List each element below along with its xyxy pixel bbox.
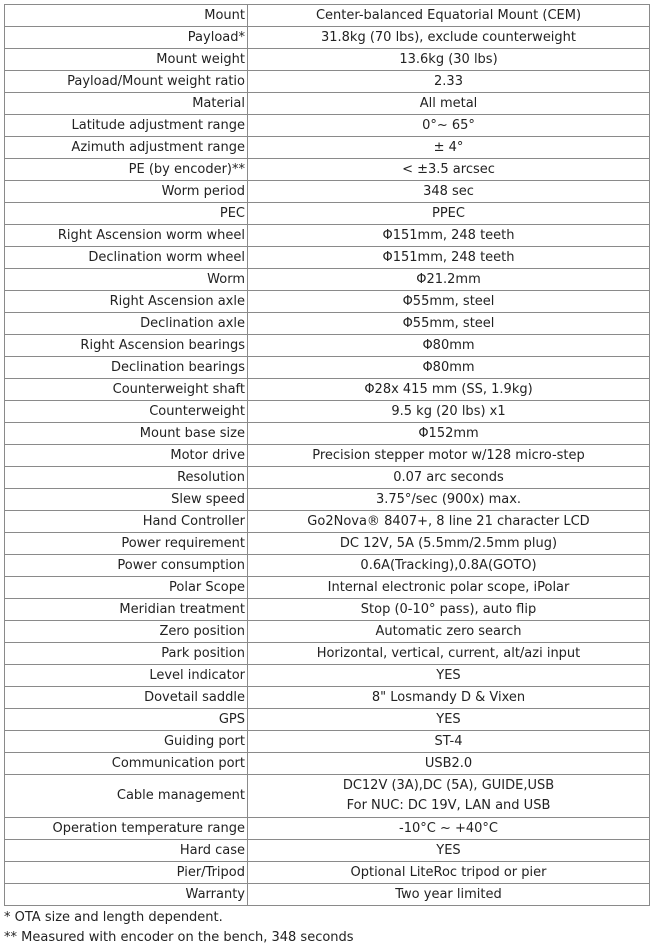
- spec-label: Worm period: [5, 181, 248, 203]
- spec-value: Φ152mm: [248, 423, 650, 445]
- spec-label: Zero position: [5, 621, 248, 643]
- spec-value: Φ151mm, 248 teeth: [248, 225, 650, 247]
- spec-value: Φ28x 415 mm (SS, 1.9kg): [248, 379, 650, 401]
- spec-row: [5, 775, 650, 818]
- spec-value: YES: [248, 665, 650, 687]
- spec-label: Resolution: [5, 467, 248, 489]
- spec-label: GPS: [5, 709, 248, 731]
- spec-table-body: [5, 5, 650, 906]
- spec-row: [5, 181, 650, 203]
- footnotes: [4, 908, 650, 948]
- spec-value: DC 12V, 5A (5.5mm/2.5mm plug): [248, 533, 650, 555]
- spec-row: [5, 555, 650, 577]
- spec-label: Operation temperature range: [5, 818, 248, 840]
- spec-value: Center-balanced Equatorial Mount (CEM): [248, 5, 650, 27]
- spec-label: Worm: [5, 269, 248, 291]
- spec-value: USB2.0: [248, 753, 650, 775]
- spec-label: Right Ascension axle: [5, 291, 248, 313]
- spec-row: [5, 731, 650, 753]
- spec-label: Power requirement: [5, 533, 248, 555]
- spec-label: Material: [5, 93, 248, 115]
- spec-value: YES: [248, 709, 650, 731]
- spec-row: [5, 423, 650, 445]
- spec-value: Precision stepper motor w/128 micro-step: [248, 445, 650, 467]
- spec-row: [5, 335, 650, 357]
- spec-row: [5, 599, 650, 621]
- spec-value: Automatic zero search: [248, 621, 650, 643]
- spec-value: PPEC: [248, 203, 650, 225]
- spec-label: Counterweight shaft: [5, 379, 248, 401]
- spec-value: All metal: [248, 93, 650, 115]
- spec-row: [5, 27, 650, 49]
- spec-label: Hand Controller: [5, 511, 248, 533]
- spec-label: PEC: [5, 203, 248, 225]
- spec-value: 0.6A(Tracking),0.8A(GOTO): [248, 555, 650, 577]
- spec-value-line: DC12V (3A),DC (5A), GUIDE,USB: [342, 778, 555, 793]
- spec-value: Φ80mm: [248, 335, 650, 357]
- spec-row: [5, 753, 650, 775]
- spec-row: [5, 313, 650, 335]
- spec-label: Mount base size: [5, 423, 248, 445]
- spec-row: [5, 93, 650, 115]
- spec-label: Hard case: [5, 840, 248, 862]
- spec-value-line: For NUC: DC 19V, LAN and USB: [346, 798, 551, 813]
- spec-value: Φ80mm: [248, 357, 650, 379]
- spec-row: [5, 577, 650, 599]
- spec-row: [5, 137, 650, 159]
- spec-value: 0°~ 65°: [248, 115, 650, 137]
- spec-row: [5, 203, 650, 225]
- spec-label: Slew speed: [5, 489, 248, 511]
- spec-label: Azimuth adjustment range: [5, 137, 248, 159]
- spec-row: [5, 357, 650, 379]
- spec-value: 348 sec: [248, 181, 650, 203]
- spec-row: [5, 49, 650, 71]
- spec-label: Meridian treatment: [5, 599, 248, 621]
- spec-label: Power consumption: [5, 555, 248, 577]
- spec-value: 0.07 arc seconds: [248, 467, 650, 489]
- spec-label: Polar Scope: [5, 577, 248, 599]
- spec-value: 3.75°/sec (900x) max.: [248, 489, 650, 511]
- spec-label: Payload*: [5, 27, 248, 49]
- spec-value: Horizontal, vertical, current, alt/azi input: [248, 643, 650, 665]
- spec-label: Warranty: [5, 884, 248, 906]
- spec-label: Level indicator: [5, 665, 248, 687]
- spec-value: ± 4°: [248, 137, 650, 159]
- spec-value: 9.5 kg (20 lbs) x1: [248, 401, 650, 423]
- spec-value: Optional LiteRoc tripod or pier: [248, 862, 650, 884]
- spec-label: Motor drive: [5, 445, 248, 467]
- spec-row: [5, 401, 650, 423]
- spec-label: Payload/Mount weight ratio: [5, 71, 248, 93]
- spec-row: [5, 5, 650, 27]
- spec-label: Right Ascension worm wheel: [5, 225, 248, 247]
- spec-label: Dovetail saddle: [5, 687, 248, 709]
- spec-row: [5, 71, 650, 93]
- spec-row: [5, 489, 650, 511]
- footnote-payload: * OTA size and length dependent.: [4, 910, 223, 925]
- spec-label: Declination bearings: [5, 357, 248, 379]
- spec-label: Communication port: [5, 753, 248, 775]
- spec-value: Go2Nova® 8407+, 8 line 21 character LCD: [248, 511, 650, 533]
- spec-row: [5, 687, 650, 709]
- spec-value: Φ21.2mm: [248, 269, 650, 291]
- spec-row: [5, 621, 650, 643]
- footnote-pe: ** Measured with encoder on the bench, 348 seconds: [4, 930, 354, 945]
- spec-value: YES: [248, 840, 650, 862]
- spec-row: [5, 247, 650, 269]
- spec-row: [5, 269, 650, 291]
- spec-row: [5, 445, 650, 467]
- spec-label: Cable management: [5, 775, 248, 818]
- spec-row: [5, 884, 650, 906]
- spec-row: [5, 709, 650, 731]
- spec-row: [5, 115, 650, 137]
- spec-value: [248, 775, 650, 818]
- spec-label: Pier/Tripod: [5, 862, 248, 884]
- spec-row: [5, 225, 650, 247]
- spec-label: Declination axle: [5, 313, 248, 335]
- spec-label: Mount weight: [5, 49, 248, 71]
- spec-value: 2.33: [248, 71, 650, 93]
- spec-row: [5, 511, 650, 533]
- spec-label: Guiding port: [5, 731, 248, 753]
- spec-label: PE (by encoder)**: [5, 159, 248, 181]
- spec-value: -10°C ~ +40°C: [248, 818, 650, 840]
- spec-label: Declination worm wheel: [5, 247, 248, 269]
- spec-value: 8" Losmandy D & Vixen: [248, 687, 650, 709]
- spec-row: [5, 159, 650, 181]
- spec-label: Latitude adjustment range: [5, 115, 248, 137]
- spec-value: < ±3.5 arcsec: [248, 159, 650, 181]
- spec-row: [5, 533, 650, 555]
- spec-row: [5, 379, 650, 401]
- spec-row: [5, 862, 650, 884]
- spec-value: Φ55mm, steel: [248, 313, 650, 335]
- spec-row: [5, 643, 650, 665]
- spec-row: [5, 818, 650, 840]
- spec-value: Internal electronic polar scope, iPolar: [248, 577, 650, 599]
- spec-value: 13.6kg (30 lbs): [248, 49, 650, 71]
- spec-value: ST-4: [248, 731, 650, 753]
- spec-row: [5, 840, 650, 862]
- spec-value: Φ151mm, 248 teeth: [248, 247, 650, 269]
- spec-table: [4, 4, 650, 906]
- spec-label: Park position: [5, 643, 248, 665]
- spec-row: [5, 291, 650, 313]
- spec-label: Counterweight: [5, 401, 248, 423]
- spec-label: Right Ascension bearings: [5, 335, 248, 357]
- spec-value: Φ55mm, steel: [248, 291, 650, 313]
- spec-row: [5, 665, 650, 687]
- spec-value: Two year limited: [248, 884, 650, 906]
- spec-value: Stop (0-10° pass), auto flip: [248, 599, 650, 621]
- spec-value: 31.8kg (70 lbs), exclude counterweight: [248, 27, 650, 49]
- spec-label: Mount: [5, 5, 248, 27]
- spec-row: [5, 467, 650, 489]
